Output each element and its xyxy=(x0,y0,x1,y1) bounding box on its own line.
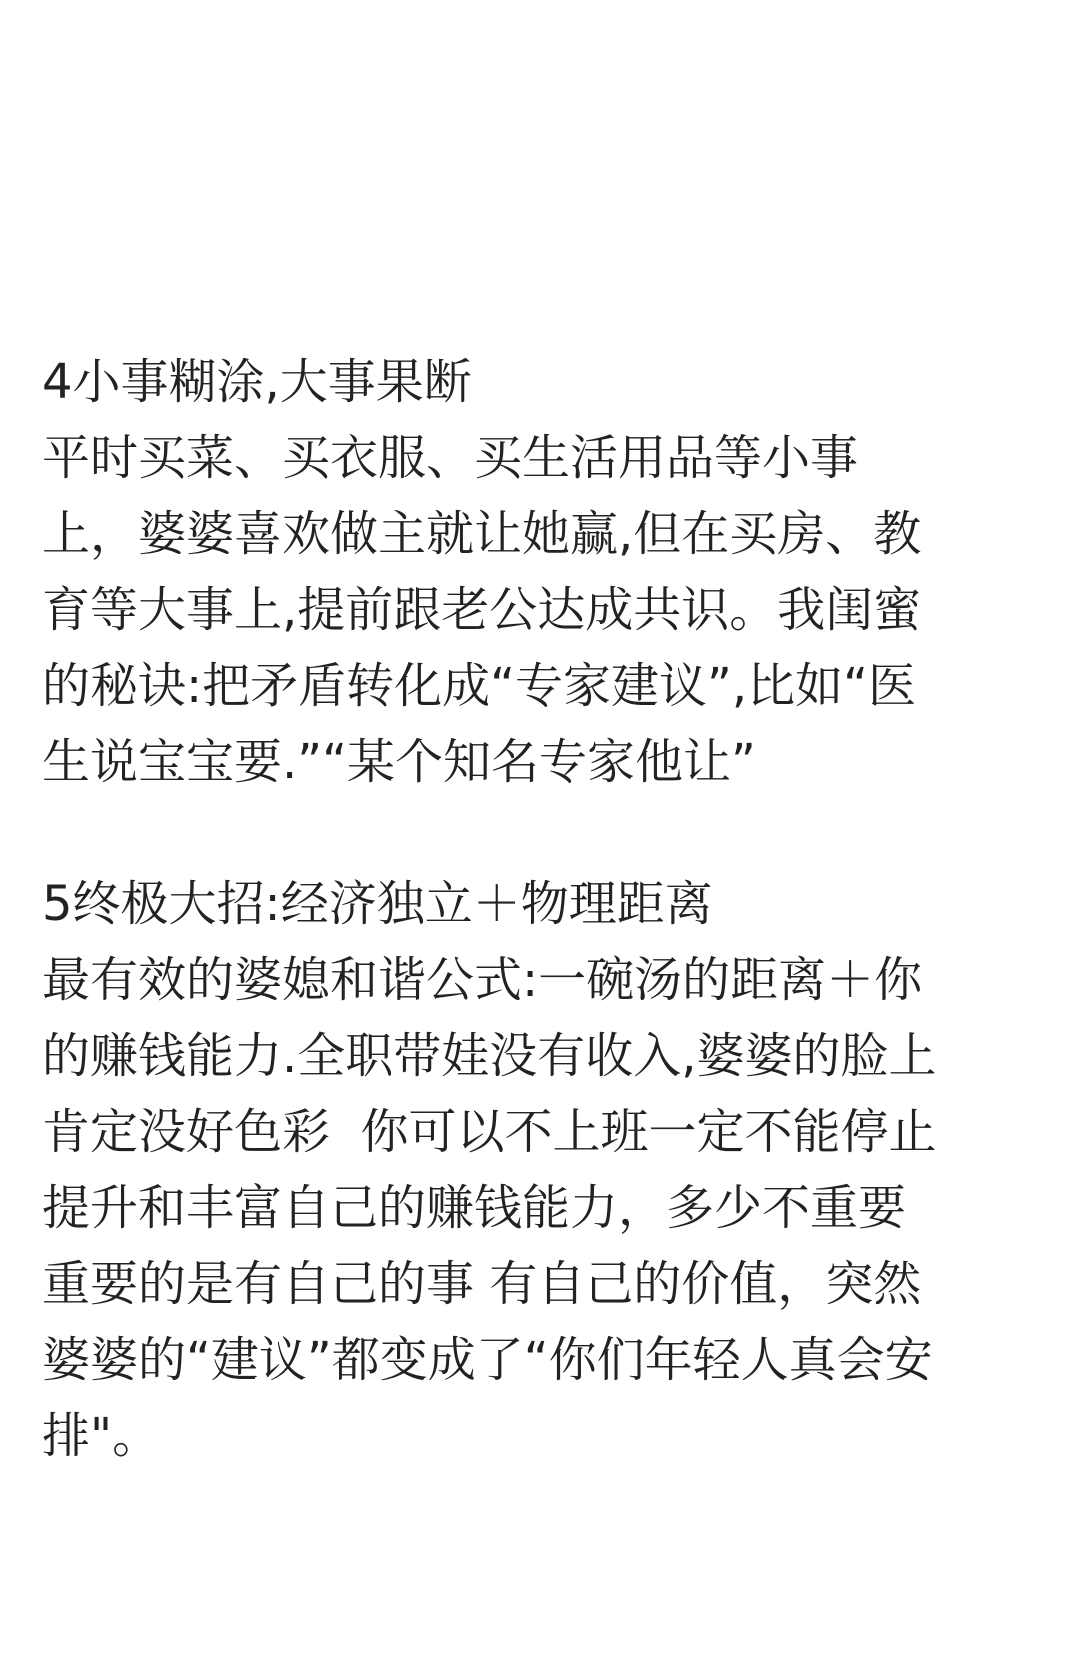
text-line: 平时买菜、买衣服、买生活用品等小事 xyxy=(42,430,859,486)
text-line: 重要的是有自己的事 有自己的价值，突然 xyxy=(42,1256,922,1312)
text-line: 的秘诀:把矛盾转化成“专家建议”,比如“医 xyxy=(42,658,917,714)
text-line: 提升和丰富自己的赚钱能力，多少不重要 xyxy=(42,1180,907,1236)
section-4-small-matters xyxy=(42,344,1042,800)
text-line: 排"。 xyxy=(42,1408,161,1464)
section-heading: 4小事糊涂,大事果断 xyxy=(42,354,472,410)
text-line: 最有效的婆媳和谐公式:一碗汤的距离＋你 xyxy=(42,952,923,1008)
section-heading: 5终极大招:经济独立＋物理距离 xyxy=(42,876,713,932)
text-line: 婆婆的“建议”都变成了“你们年轻人真会安 xyxy=(42,1332,933,1388)
section-5-ultimate-move xyxy=(42,866,1042,1474)
text-line: 生说宝宝要.”“某个知名专家他让” xyxy=(42,734,756,790)
text-line: 上，婆婆喜欢做主就让她赢,但在买房、教 xyxy=(42,506,922,562)
note-body xyxy=(42,344,1042,1474)
text-line: 的赚钱能力.全职带娃没有收入,婆婆的脸上 xyxy=(42,1028,937,1084)
text-line: 肯定没好色彩 你可以不上班一定不能停止 xyxy=(42,1104,937,1160)
text-line: 育等大事上,提前跟老公达成共识。我闺蜜 xyxy=(42,582,922,638)
